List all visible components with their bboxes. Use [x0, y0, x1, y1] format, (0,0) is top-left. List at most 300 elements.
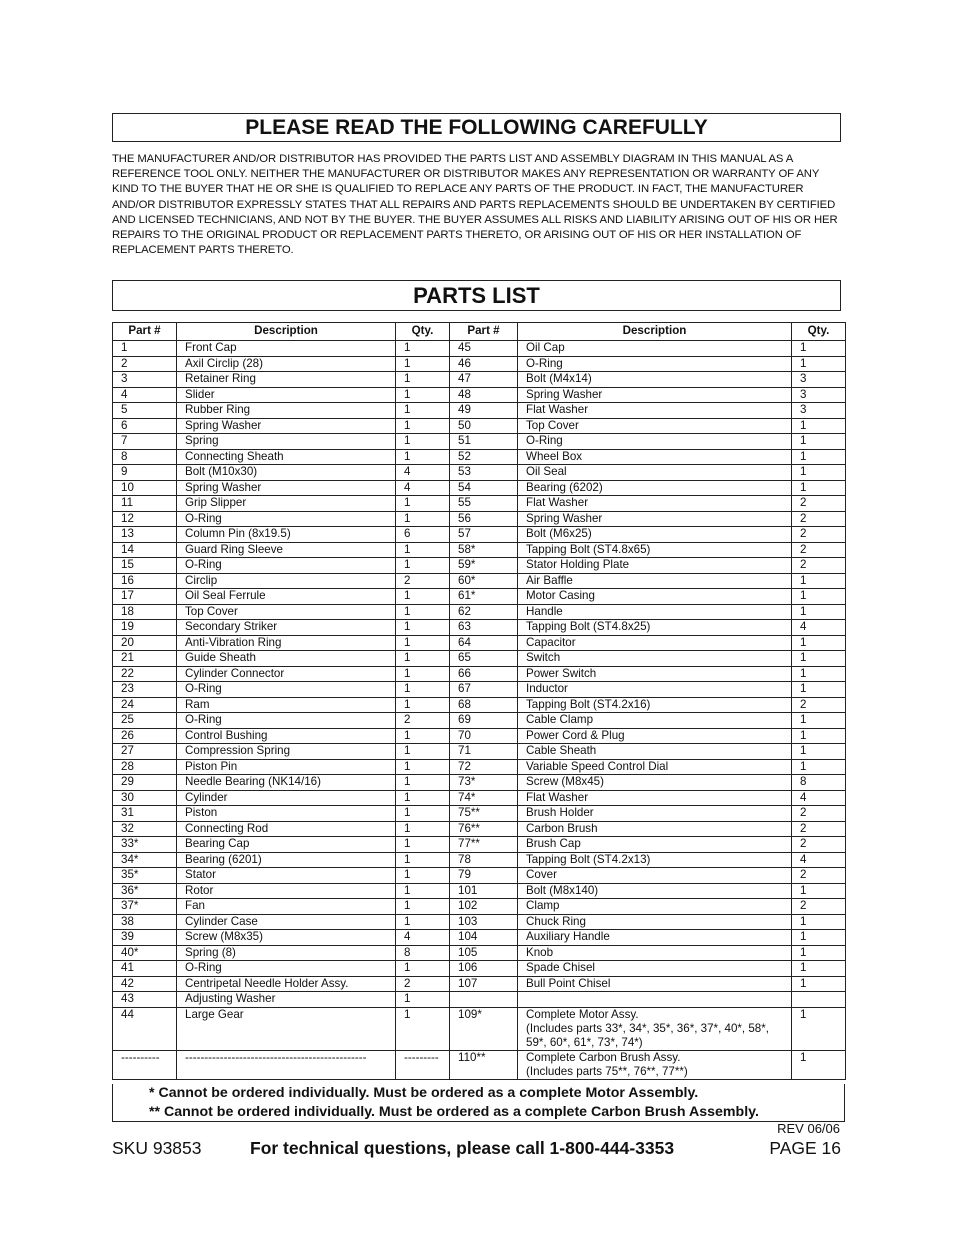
quantity: 2: [792, 868, 846, 884]
quantity: 1: [792, 635, 846, 651]
description: Guide Sheath: [177, 651, 396, 667]
quantity: 1: [792, 759, 846, 775]
part-number: 21: [113, 651, 177, 667]
description: Knob: [518, 945, 792, 961]
revision-label: REV 06/06: [777, 1121, 840, 1136]
part-number: 33*: [113, 837, 177, 853]
table-row: [113, 945, 846, 961]
part-number: 7: [113, 434, 177, 450]
part-number: 25: [113, 713, 177, 729]
quantity: 2: [792, 558, 846, 574]
description: Cylinder: [177, 790, 396, 806]
description: Complete Carbon Brush Assy. (Includes parts 75**, 76**, 77**): [518, 1050, 792, 1079]
quantity: 1: [792, 356, 846, 372]
description: Top Cover: [518, 418, 792, 434]
description: Spring Washer: [518, 511, 792, 527]
quantity: 1: [396, 961, 450, 977]
part-number: 72: [450, 759, 518, 775]
header-description: Description: [177, 323, 396, 341]
part-number: 60*: [450, 573, 518, 589]
warning-text: THE MANUFACTURER AND/OR DISTRIBUTOR HAS PROVIDED THE PARTS LIST AND ASSEMBLY DIAGRAM IN THIS MANUAL AS A REFERENCE TOOL ONLY. NEITHER THE MANUFACTURER OR DISTRIBUTOR MAKES ANY REPRESENTATION OR WARRANTY OF ANY KIND TO THE BUYER THAT HE OR SHE IS QUALIFIED TO REPLACE ANY PARTS OF THE PRODUCT. IN FACT, THE MANUFACTURER AND/OR DISTRIBUTOR EXPRESSLY STATES THAT ALL REPAIRS AND PARTS REPLACEMENTS SHOULD BE UNDERTAKEN BY CERTIFIED AND LICENSED TECHNICIANS, AND NOT BY THE BUYER. THE BUYER ASSUMES ALL RISKS AND LIABILITY ARISING OUT OF HIS OR HER REPAIRS TO THE ORIGINAL PRODUCT OR REPLACEMENT PARTS THERETO, OR ARISING OUT OF HIS OR HER INSTALLATION OF REPLACEMENT PARTS THERETO.: [112, 153, 838, 257]
description: Cylinder Connector: [177, 666, 396, 682]
part-number: 55: [450, 496, 518, 512]
description: Needle Bearing (NK14/16): [177, 775, 396, 791]
part-number: 14: [113, 542, 177, 558]
description: Spring (8): [177, 945, 396, 961]
description: Axil Circlip (28): [177, 356, 396, 372]
part-number: 109*: [450, 1007, 518, 1050]
part-number: 38: [113, 914, 177, 930]
part-number: 101: [450, 883, 518, 899]
table-row: [113, 806, 846, 822]
part-number: 67: [450, 682, 518, 698]
part-number: 107: [450, 976, 518, 992]
page-number: PAGE 16: [769, 1138, 841, 1158]
description: Piston Pin: [177, 759, 396, 775]
description: Cable Clamp: [518, 713, 792, 729]
part-number: 53: [450, 465, 518, 481]
description: Screw (M8x35): [177, 930, 396, 946]
quantity: 3: [792, 372, 846, 388]
part-number: 39: [113, 930, 177, 946]
header-part-num-2: Part #: [450, 323, 518, 341]
quantity: 1: [792, 480, 846, 496]
header-qty-2: Qty.: [792, 323, 846, 341]
table-row: [113, 837, 846, 853]
quantity: 2: [792, 511, 846, 527]
table-row: [113, 356, 846, 372]
part-number: 44: [113, 1007, 177, 1050]
description: Tapping Bolt (ST4.8x65): [518, 542, 792, 558]
quantity: 1: [396, 728, 450, 744]
part-number: 1: [113, 341, 177, 357]
quantity: 1: [396, 744, 450, 760]
description: Capacitor: [518, 635, 792, 651]
part-number: 24: [113, 697, 177, 713]
part-number: 36*: [113, 883, 177, 899]
table-row: [113, 604, 846, 620]
part-number: 9: [113, 465, 177, 481]
description: Motor Casing: [518, 589, 792, 605]
part-number: 15: [113, 558, 177, 574]
description: Bolt (M4x14): [518, 372, 792, 388]
description: Grip Slipper: [177, 496, 396, 512]
quantity: 2: [396, 713, 450, 729]
description: [518, 992, 792, 1008]
description: Brush Holder: [518, 806, 792, 822]
quantity: 2: [792, 697, 846, 713]
quantity: 3: [792, 387, 846, 403]
parts-table: [112, 322, 846, 1080]
table-row: [113, 1007, 846, 1050]
part-number: 77**: [450, 837, 518, 853]
quantity: 1: [792, 341, 846, 357]
part-number: 75**: [450, 806, 518, 822]
part-number: 106: [450, 961, 518, 977]
footnote-motor: * Cannot be ordered individually. Must be ordered as a complete Motor Assembly.: [149, 1085, 699, 1101]
part-number: 69: [450, 713, 518, 729]
description: Circlip: [177, 573, 396, 589]
quantity: 2: [792, 806, 846, 822]
quantity: 1: [792, 1007, 846, 1050]
quantity: [792, 992, 846, 1008]
description: Cylinder Case: [177, 914, 396, 930]
quantity: 1: [396, 883, 450, 899]
part-number: 5: [113, 403, 177, 419]
description: Bearing Cap: [177, 837, 396, 853]
table-row: [113, 682, 846, 698]
description: Front Cap: [177, 341, 396, 357]
quantity: 1: [396, 434, 450, 450]
part-number: 31: [113, 806, 177, 822]
quantity: 1: [792, 961, 846, 977]
description: Clamp: [518, 899, 792, 915]
quantity: 2: [792, 496, 846, 512]
description: Handle: [518, 604, 792, 620]
description: Power Cord & Plug: [518, 728, 792, 744]
part-number: 37*: [113, 899, 177, 915]
description: Stator Holding Plate: [518, 558, 792, 574]
quantity: 1: [396, 899, 450, 915]
table-row: [113, 697, 846, 713]
part-number: 63: [450, 620, 518, 636]
description: Oil Seal Ferrule: [177, 589, 396, 605]
footnote-brush: ** Cannot be ordered individually. Must be ordered as a complete Carbon Brush Assembly.: [149, 1104, 759, 1120]
quantity: 1: [396, 542, 450, 558]
part-number: 110**: [450, 1050, 518, 1079]
quantity: 1: [792, 945, 846, 961]
description: Connecting Sheath: [177, 449, 396, 465]
table-row: [113, 573, 846, 589]
description: Tapping Bolt (ST4.2x13): [518, 852, 792, 868]
description: Bearing (6202): [518, 480, 792, 496]
table-row: [113, 1050, 846, 1079]
description: Bull Point Chisel: [518, 976, 792, 992]
quantity: 1: [396, 821, 450, 837]
quantity: 1: [396, 418, 450, 434]
quantity: 1: [396, 620, 450, 636]
quantity: 4: [396, 930, 450, 946]
description: Piston: [177, 806, 396, 822]
part-number: [450, 992, 518, 1008]
table-row: [113, 775, 846, 791]
quantity: 1: [396, 356, 450, 372]
description: Column Pin (8x19.5): [177, 527, 396, 543]
quantity: 4: [792, 620, 846, 636]
part-number: 76**: [450, 821, 518, 837]
description: Wheel Box: [518, 449, 792, 465]
description: Switch: [518, 651, 792, 667]
table-row: [113, 589, 846, 605]
table-row: [113, 666, 846, 682]
part-number: 18: [113, 604, 177, 620]
quantity: 1: [396, 868, 450, 884]
table-row: [113, 961, 846, 977]
description: Flat Washer: [518, 403, 792, 419]
description: Spring Washer: [177, 480, 396, 496]
description: O-Ring: [177, 511, 396, 527]
quantity: 1: [792, 465, 846, 481]
warning-title: PLEASE READ THE FOLLOWING CAREFULLY: [112, 113, 841, 142]
quantity: 1: [792, 434, 846, 450]
table-row: [113, 387, 846, 403]
part-number: 104: [450, 930, 518, 946]
quantity: 1: [396, 682, 450, 698]
quantity: 1: [792, 573, 846, 589]
quantity: 1: [396, 914, 450, 930]
description: Ram: [177, 697, 396, 713]
description: Rubber Ring: [177, 403, 396, 419]
part-number: 41: [113, 961, 177, 977]
description: Top Cover: [177, 604, 396, 620]
quantity: 1: [792, 666, 846, 682]
table-row: [113, 744, 846, 760]
part-number: 57: [450, 527, 518, 543]
description: Auxiliary Handle: [518, 930, 792, 946]
part-number: 71: [450, 744, 518, 760]
table-row: [113, 372, 846, 388]
description: Carbon Brush: [518, 821, 792, 837]
part-number: 52: [450, 449, 518, 465]
description: Tapping Bolt (ST4.8x25): [518, 620, 792, 636]
table-row: [113, 403, 846, 419]
quantity: 1: [396, 558, 450, 574]
part-number: ----------: [113, 1050, 177, 1079]
part-number: 3: [113, 372, 177, 388]
part-number: 48: [450, 387, 518, 403]
part-number: 102: [450, 899, 518, 915]
part-number: 12: [113, 511, 177, 527]
description: O-Ring: [177, 713, 396, 729]
quantity: 1: [396, 511, 450, 527]
quantity: 1: [396, 697, 450, 713]
description: Guard Ring Sleeve: [177, 542, 396, 558]
part-number: 30: [113, 790, 177, 806]
quantity: 1: [396, 341, 450, 357]
table-row: [113, 790, 846, 806]
description: Inductor: [518, 682, 792, 698]
description: O-Ring: [518, 434, 792, 450]
part-number: 70: [450, 728, 518, 744]
description: Complete Motor Assy. (Includes parts 33*, 34*, 35*, 36*, 37*, 40*, 58*, 59*, 60*, 61*, 73*, 74*): [518, 1007, 792, 1050]
quantity: 1: [396, 449, 450, 465]
description: Rotor: [177, 883, 396, 899]
quantity: 1: [792, 744, 846, 760]
table-row: [113, 341, 846, 357]
part-number: 47: [450, 372, 518, 388]
quantity: 4: [396, 465, 450, 481]
part-number: 23: [113, 682, 177, 698]
quantity: 2: [396, 976, 450, 992]
description: Variable Speed Control Dial: [518, 759, 792, 775]
table-row: [113, 883, 846, 899]
description: Flat Washer: [518, 496, 792, 512]
part-number: 19: [113, 620, 177, 636]
quantity: 8: [792, 775, 846, 791]
part-number: 8: [113, 449, 177, 465]
description: Compression Spring: [177, 744, 396, 760]
description: Power Switch: [518, 666, 792, 682]
table-row: [113, 511, 846, 527]
quantity: 1: [792, 930, 846, 946]
quantity: 1: [396, 1007, 450, 1050]
table-row: [113, 930, 846, 946]
quantity: 2: [396, 573, 450, 589]
part-number: 50: [450, 418, 518, 434]
table-row: [113, 480, 846, 496]
part-number: 42: [113, 976, 177, 992]
quantity: 1: [792, 418, 846, 434]
description: Connecting Rod: [177, 821, 396, 837]
quantity: 4: [792, 852, 846, 868]
description: Brush Cap: [518, 837, 792, 853]
quantity: 1: [396, 790, 450, 806]
quantity: 2: [792, 899, 846, 915]
description: Chuck Ring: [518, 914, 792, 930]
description: Control Bushing: [177, 728, 396, 744]
part-number: 20: [113, 635, 177, 651]
quantity: 1: [396, 651, 450, 667]
part-number: 34*: [113, 852, 177, 868]
description: -----------------------------------------------: [177, 1050, 396, 1079]
table-row: [113, 852, 846, 868]
description: Adjusting Washer: [177, 992, 396, 1008]
table-row: [113, 434, 846, 450]
description: O-Ring: [177, 961, 396, 977]
table-row: [113, 635, 846, 651]
table-row: [113, 759, 846, 775]
table-row: [113, 992, 846, 1008]
description: Flat Washer: [518, 790, 792, 806]
description: Slider: [177, 387, 396, 403]
table-header-row: [113, 323, 846, 341]
quantity: 1: [396, 496, 450, 512]
description: Retainer Ring: [177, 372, 396, 388]
quantity: 1: [792, 883, 846, 899]
part-number: 46: [450, 356, 518, 372]
quantity: 4: [792, 790, 846, 806]
header-description-2: Description: [518, 323, 792, 341]
part-number: 79: [450, 868, 518, 884]
sku-label: SKU 93853: [112, 1138, 202, 1158]
parts-list-title: PARTS LIST: [112, 280, 841, 311]
table-row: [113, 821, 846, 837]
part-number: 6: [113, 418, 177, 434]
part-number: 64: [450, 635, 518, 651]
description: O-Ring: [177, 682, 396, 698]
quantity: 2: [792, 821, 846, 837]
table-row: [113, 542, 846, 558]
part-number: 73*: [450, 775, 518, 791]
part-number: 51: [450, 434, 518, 450]
description: Bolt (M10x30): [177, 465, 396, 481]
description: Screw (M8x45): [518, 775, 792, 791]
description: Spring Washer: [177, 418, 396, 434]
table-row: [113, 620, 846, 636]
part-number: 65: [450, 651, 518, 667]
part-number: 2: [113, 356, 177, 372]
part-number: 17: [113, 589, 177, 605]
part-number: 105: [450, 945, 518, 961]
quantity: 1: [792, 682, 846, 698]
table-row: [113, 418, 846, 434]
description: Spring Washer: [518, 387, 792, 403]
quantity: 2: [792, 527, 846, 543]
quantity: 1: [396, 387, 450, 403]
table-row: [113, 651, 846, 667]
description: Air Baffle: [518, 573, 792, 589]
quantity: 1: [792, 449, 846, 465]
quantity: 1: [396, 666, 450, 682]
part-number: 43: [113, 992, 177, 1008]
table-row: [113, 976, 846, 992]
part-number: 22: [113, 666, 177, 682]
quantity: 1: [792, 604, 846, 620]
table-row: [113, 449, 846, 465]
quantity: 1: [396, 852, 450, 868]
footnotes: [112, 1084, 845, 1122]
part-number: 45: [450, 341, 518, 357]
quantity: 2: [792, 837, 846, 853]
quantity: 4: [396, 480, 450, 496]
part-number: 40*: [113, 945, 177, 961]
description: Cable Sheath: [518, 744, 792, 760]
description: O-Ring: [518, 356, 792, 372]
quantity: 1: [792, 713, 846, 729]
quantity: ---------: [396, 1050, 450, 1079]
part-number: 68: [450, 697, 518, 713]
part-number: 4: [113, 387, 177, 403]
description: Cover: [518, 868, 792, 884]
part-number: 54: [450, 480, 518, 496]
table-row: [113, 527, 846, 543]
table-row: [113, 728, 846, 744]
quantity: 1: [396, 604, 450, 620]
part-number: 74*: [450, 790, 518, 806]
description: O-Ring: [177, 558, 396, 574]
description: Spade Chisel: [518, 961, 792, 977]
quantity: 1: [396, 775, 450, 791]
description: Bolt (M6x25): [518, 527, 792, 543]
part-number: 56: [450, 511, 518, 527]
description: Large Gear: [177, 1007, 396, 1050]
table-row: [113, 465, 846, 481]
description: Bearing (6201): [177, 852, 396, 868]
quantity: 1: [792, 914, 846, 930]
table-row: [113, 868, 846, 884]
part-number: 16: [113, 573, 177, 589]
quantity: 1: [396, 992, 450, 1008]
part-number: 26: [113, 728, 177, 744]
description: Fan: [177, 899, 396, 915]
part-number: 62: [450, 604, 518, 620]
part-number: 13: [113, 527, 177, 543]
description: Stator: [177, 868, 396, 884]
part-number: 10: [113, 480, 177, 496]
part-number: 35*: [113, 868, 177, 884]
table-row: [113, 899, 846, 915]
table-row: [113, 558, 846, 574]
part-number: 66: [450, 666, 518, 682]
description: Oil Seal: [518, 465, 792, 481]
table-row: [113, 496, 846, 512]
quantity: 3: [792, 403, 846, 419]
quantity: 8: [396, 945, 450, 961]
quantity: 1: [792, 728, 846, 744]
part-number: 59*: [450, 558, 518, 574]
part-number: 32: [113, 821, 177, 837]
part-number: 78: [450, 852, 518, 868]
